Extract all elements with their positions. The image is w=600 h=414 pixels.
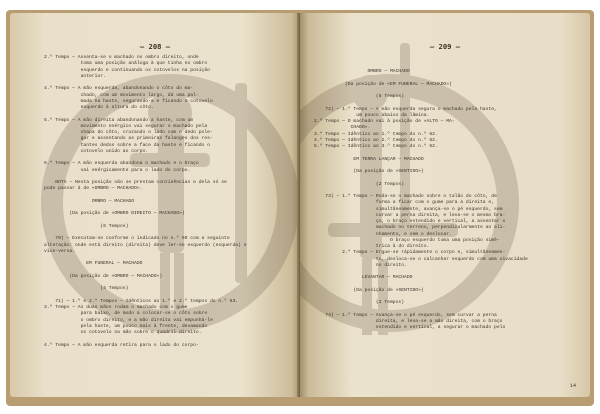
right-page-number: — 209 — <box>429 42 461 51</box>
left_page-line: chado, com um movimento largo, dá uma pal- <box>44 92 199 98</box>
right-page-text <box>314 69 528 332</box>
left_page-line: vai enérgicamente para o lado do corpo. <box>44 167 191 173</box>
left_page-line: movimento enérgico vai segurar o machado pela <box>44 123 208 129</box>
left_page-line: 3.º Tempo — As duas mãos rodam o machado com o gume <box>44 305 188 310</box>
right_page-line: 73) — 1.º Tempo — Roda-se o machado sobre o talão do côto, de <box>314 194 497 199</box>
left_page-line: os cotovelo na mão sobre o quadril direito. <box>44 330 202 335</box>
right-page <box>300 13 590 397</box>
left_page-line: gar e assentando as primeiras falanges dos res- <box>44 136 213 142</box>
left_page-line: (6 Tempos) <box>44 223 129 229</box>
right_page-line: 2.º Tempo — Ergue-se rápidamente o corpo e, simultâneamen- <box>314 250 506 256</box>
left_page-line: anterior. <box>44 73 106 79</box>
right_page-line: (Da posição de «EM FUNERAL — MACHADO») <box>314 81 452 87</box>
left-page-text <box>44 55 247 349</box>
right-page-footer: 14 <box>569 383 576 389</box>
left_page-line: para baixo, de modo a colocar-se o côto sobre <box>44 311 208 317</box>
left_page-line: 70) — Executam-se conforme o indicado no n.º 69 com a seguinte <box>44 236 230 242</box>
left_page-line: 71) — 1.º e 2.º Tempos — Idênticos ao 1.º e 2.º tempos do n.º 63. <box>44 298 239 304</box>
right_page-line: LEVANTAR — MACHADO <box>314 275 413 281</box>
left_page-line: (Da posição de «OMBRO DIREITO — MACHADO») <box>44 211 185 217</box>
right_page-line: O braço esquerdo toma uma posição simé- <box>314 237 500 243</box>
right_page-line: um pouco abaixo da lâmina. <box>314 112 430 118</box>
right_page-line: (2 Tempos) <box>314 181 405 187</box>
left_page-line: 4.º Tempo — A mão esquerda, abandonando o côto do ma- <box>44 86 194 92</box>
right_page-line: ço, o braço estendido e vertical, a assentar o <box>314 219 506 224</box>
open-book <box>6 10 594 406</box>
right_page-line: 4.º Tempo — Idêntico ao 2.º tempo do n.º 62. <box>314 137 438 143</box>
left_page-line: 2.º Tempo — Assenta-se o machado no ombro direito, onde <box>44 55 199 60</box>
left_page-line: 6.º Tempo — A mão esquerda abandona o machado e o braço <box>44 161 199 167</box>
left_page-line: (Da posição de «OMBRO — MACHADO») <box>44 273 163 279</box>
right_page-line: forma a ficar com o gume para a direita e, <box>314 200 495 206</box>
right_page-line: no direito. <box>314 262 407 268</box>
right_page-line: 72) — 1.º Tempo — A mão esquerda segura o machado pela haste, <box>314 106 497 112</box>
right_page-line: estendido e vertical, a segurar o machado pelo <box>314 325 506 331</box>
left_page-line: 5.º Tempo — A mão direita abandonando a haste, com um <box>44 117 194 123</box>
left_page-line: 4.º Tempo — A mão esquerda retira para o lado do corpo- <box>44 342 199 348</box>
right_page-line: (5 Tempos) <box>314 94 405 99</box>
left_page-line: cotovelo unido ao corpo. <box>44 148 149 154</box>
right_page-line: nhamento, e sem o deslocar. <box>314 231 452 237</box>
left_page-line: (4 Tempos) <box>44 286 129 292</box>
right_page-line: (Da posição de «SENTIDO») <box>314 169 424 174</box>
right_page-line: (2 Tempos) <box>314 300 405 306</box>
left_page-line: EM FUNERAL — MACHADO <box>44 261 143 267</box>
right_page-line: CHADO». <box>314 125 371 131</box>
right_page-line: 5.º Tempo — Idêntico ao 3.º tempo do n.º 62. <box>314 144 438 149</box>
left-page <box>10 13 300 397</box>
right_page-line: trica à do direito. <box>314 244 430 249</box>
left_page-line: pode passar à de «OMBRO — MACHADO». <box>44 186 143 192</box>
right_page-line: (Da posição de «SENTIDO») <box>314 287 424 293</box>
left_page-line: chapa do côto, cruzando o lado com o dedo pole- <box>44 130 213 135</box>
left_page-line: tantes dedos sobre a face da haste e ficando o <box>44 142 210 148</box>
right_page-line: curvar a perna direita, e leva-se o mesmo bra- <box>314 212 506 218</box>
right_page-line: 74) — 1.º Tempo — Avança-se o pé esquerdo, sem curvar a perna <box>314 312 497 318</box>
left_page-line: alteração: onde está direito (direita) deve ler-se esquerdo (esquerda) e <box>44 242 247 248</box>
right_page-line: te, desloca-se o calcanhar esquerdo com uma vivacidade <box>314 256 528 262</box>
left_page-line: NOTA — Nesta posição não se prestam continências e dela só se <box>44 180 227 185</box>
right_page-line: machado no terreno, perpendicularmente ao ali- <box>314 225 506 231</box>
left-page-number: — 208 — <box>139 42 171 51</box>
left_page-line: vice-versa. <box>44 248 75 254</box>
right_page-line: 3.º Tempo — Idêntico ao 1.º tempo do n.º 62. <box>314 131 438 137</box>
left_page-line: esquerdo e continuando os cotovelos na posição <box>44 67 210 73</box>
right_page-line: direita, e leva-se a mão direita, com o braço <box>314 319 503 324</box>
left_page-line: OMBRO — MACHADO <box>44 198 135 204</box>
left_page-line: pela haste, um pouco mais à frente, desamando <box>44 323 208 329</box>
left_page-line: mada na haste, segurando-a e ficando o cotovelo <box>44 98 213 104</box>
left_page-line: o ombro direito, e a mão direita vai empunhá-le <box>44 317 213 323</box>
right_page-line: simultâneamente, avança-se o pé esquerdo, sem <box>314 206 503 212</box>
right_page-line: OMBRO — MACHADO <box>314 69 410 74</box>
left_page-line: toma uma posição análoga à que tinha no ombro <box>44 61 208 67</box>
left_page-line: esquerdo à altura do côto. <box>44 105 154 110</box>
right_page-line: EM TERRA LANÇAR — MACHADO <box>314 156 424 162</box>
right_page-line: 2.º Tempo — O machado vai à posição de «ALTO — MA- <box>314 119 455 124</box>
